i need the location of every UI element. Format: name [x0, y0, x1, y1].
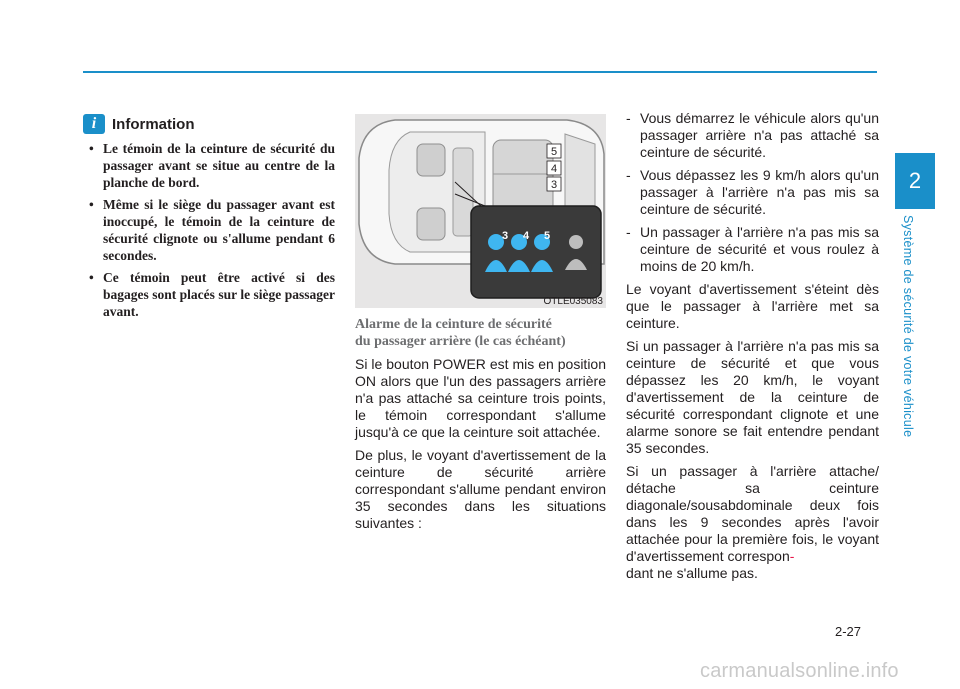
chapter-title: Système de sécurité de votre véhicule [901, 215, 915, 438]
car-seat-label: 5 [550, 146, 558, 158]
information-title: Information [112, 115, 195, 133]
section-title-line: Alarme de la ceinture de sécurité [355, 317, 552, 332]
dash-marker: - [626, 167, 631, 183]
dash-marker: - [626, 110, 631, 126]
figure-code: OTLE035083 [543, 296, 603, 307]
paragraph: Si le bouton POWER est mis en position ON alors que l'un des passagers arrière n'a pas attaché sa ceinture trois points, le témoin correspondant s'allume jusqu'à ce que la ceinture soit attachée. [355, 356, 606, 440]
page-number: 2-27 [835, 624, 862, 639]
bullet-item: • Même si le siège du passager avant est inoccupé, le témoin de la ceinture de sécurité clignote ou s'allume pendant 6 secondes. [83, 196, 335, 264]
condition-item [626, 110, 879, 161]
condition-item [626, 167, 879, 218]
paragraph: Le voyant d'avertissement s'éteint dès que le passager à l'arrière met sa ceinture. [626, 281, 879, 331]
section-title-line: du passager arrière (le cas échéant) [355, 334, 566, 349]
condition-text: Un passager à l'arrière n'a pas mis sa ceinture de sécurité et vous roulez à moins de 20 km/h. [640, 224, 879, 274]
panel-seat-label: 5 [543, 230, 551, 242]
section-title [355, 316, 606, 350]
paragraph: Si un passager à l'arrière n'a pas mis sa ceinture de sécurité et que vous dépassez les 20 km/h, le voyant d'avertissement de la ceinture de sécurité correspondant clignote et une alarme sonore se fait entendre pendant 35 secondes. [626, 338, 879, 456]
condition-text: Vous dépassez les 9 km/h alors qu'un passager à l'arrière n'a pas mis sa ceinture de sécurité. [640, 167, 879, 217]
watermark: carmanualsonline.info [700, 660, 899, 682]
condition-item [626, 224, 879, 275]
information-bullets [83, 140, 335, 320]
car-seat-label: 4 [550, 163, 558, 175]
hyphen-mark: - [789, 548, 795, 564]
rear-seatbelt-warning-panel [471, 206, 601, 298]
panel-seat-label: 3 [501, 230, 509, 242]
chapter-number: 2 [908, 168, 922, 193]
conditions-column [626, 110, 879, 588]
bullet-item: • Le témoin de la ceinture de sécurité du passager avant se situe au centre de la planche de bord. [83, 140, 335, 191]
car-seat-label: 3 [550, 179, 558, 191]
chapter-tab [895, 153, 935, 209]
condition-text: Vous démarrez le véhicule alors qu'un passager arrière n'a pas attaché sa ceinture de sécurité. [640, 110, 879, 160]
rear-seatbelt-section [355, 316, 606, 538]
paragraph: De plus, le voyant d'avertissement de la ceinture de sécurité arrière correspondant s'allume pendant environ 35 secondes dans les situations suivantes : [355, 447, 606, 531]
information-box [83, 114, 335, 325]
car-seat-numbers [547, 144, 561, 191]
bullet-item: • Ce témoin peut être activé si des bagages sont placés sur le siège passager avant. [83, 269, 335, 320]
car-interior-svg [355, 114, 606, 308]
paragraph-text: Si un passager à l'arrière attache/ détache sa ceinture diagonale/sousabdominale deux fois dans les 9 secondes après l'avoir attachée pour la première fois, le voyant d'avertissement correspon [626, 463, 879, 564]
info-icon: i [83, 114, 105, 134]
dash-marker: - [626, 224, 631, 240]
rear-seatbelt-illustration [355, 114, 606, 308]
panel-seat-label: 4 [522, 230, 530, 242]
paragraph [626, 463, 879, 582]
information-header [83, 114, 335, 134]
top-rule [83, 71, 877, 73]
paragraph-text: dant ne s'allume pas. [626, 565, 758, 581]
